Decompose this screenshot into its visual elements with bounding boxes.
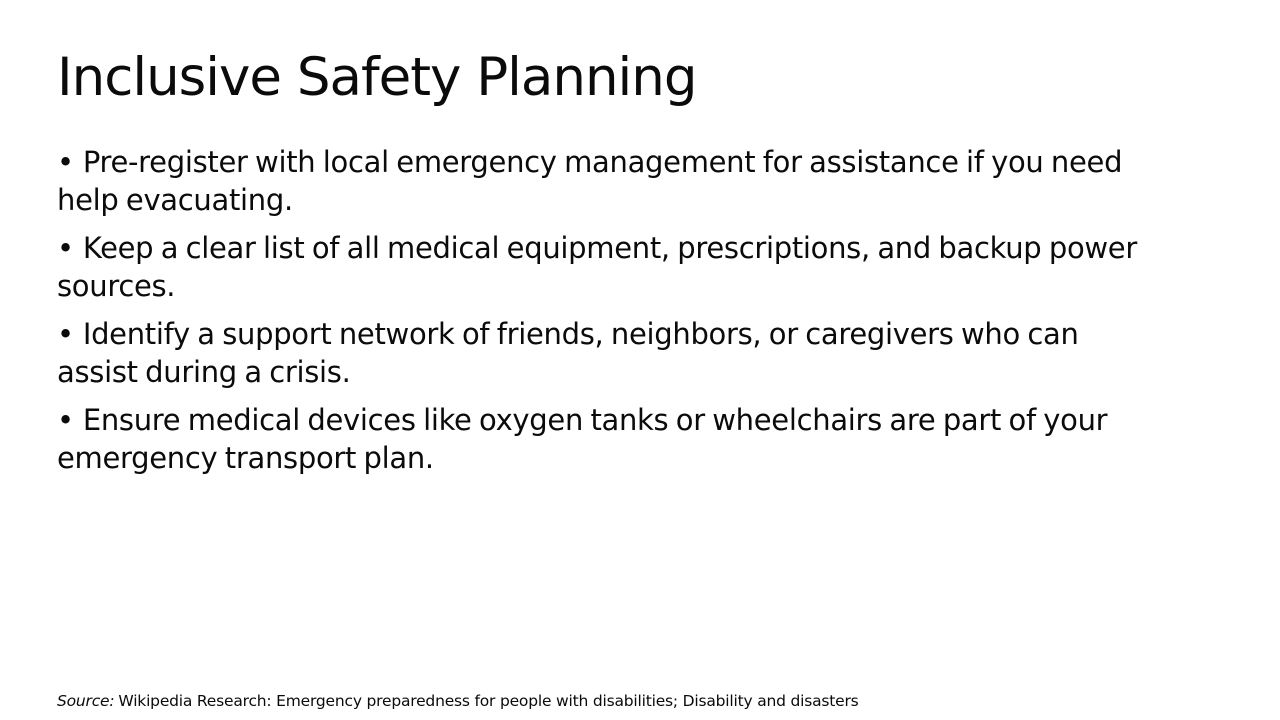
bullet-line [57,143,1232,181]
bullet-line: help evacuating. [57,183,293,217]
bullet-line: assist during a crisis. [57,355,351,389]
bullet-glyph: • [57,145,74,179]
bullet-glyph: • [57,403,74,437]
bullet-text: Ensure medical devices like oxygen tanks or wheelchairs are part of your [82,403,1108,437]
source-label: Source: [57,692,115,710]
slide-title: Inclusive Safety Planning [57,47,697,108]
bullet-item [57,401,1232,477]
bullet-item [57,315,1232,391]
bullet-item [57,229,1232,305]
bullet-list [57,143,1232,487]
bullet-line [57,315,1232,353]
bullet-line [57,401,1232,439]
bullet-line: sources. [57,269,176,303]
bullet-glyph: • [57,317,74,351]
bullet-line [57,229,1232,267]
source-text: Wikipedia Research: Emergency preparedness for people with disabilities; Disability and disasters [118,692,859,710]
bullet-text: Keep a clear list of all medical equipment, prescriptions, and backup power [82,231,1137,265]
bullet-item [57,143,1232,219]
bullet-glyph: • [57,231,74,265]
bullet-text: Pre-register with local emergency management for assistance if you need [82,145,1123,179]
bullet-text: Identify a support network of friends, neighbors, or caregivers who can [82,317,1079,351]
source-line [57,692,859,710]
bullet-line: emergency transport plan. [57,441,434,475]
